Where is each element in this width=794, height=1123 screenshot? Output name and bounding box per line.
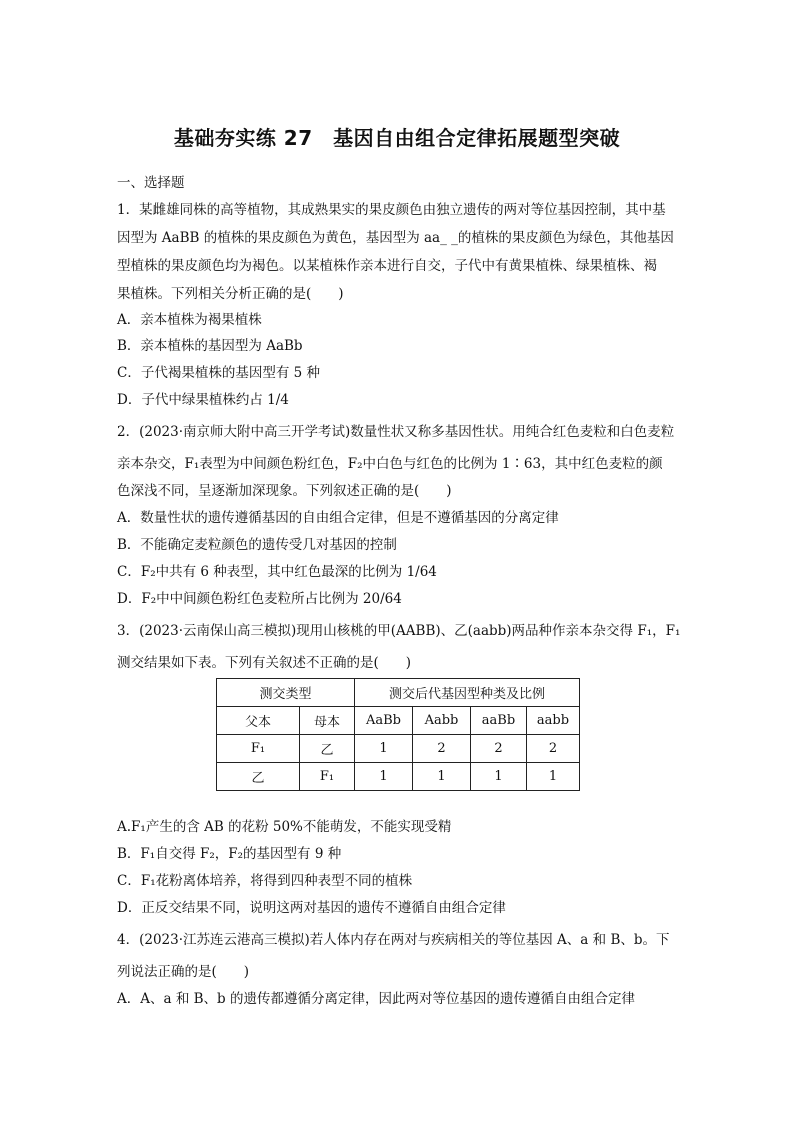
q2-stem-line: 色深浅不同，呈逐渐加深现象。下列叙述正确的是( ) xyxy=(117,483,452,499)
q1-stem-line: 因型为 AaBB 的植株的果皮颜色为黄色，基因型为 aa_ _的植株的果皮颜色为绿色，其他基因 xyxy=(117,230,674,246)
q3-option-d: D．正反交结果不同，说明这两对基因的遗传不遵循自由组合定律 xyxy=(117,900,506,916)
table-cell: 2 xyxy=(527,735,580,763)
q4-stem-line: 列说法正确的是( ) xyxy=(117,964,250,980)
table-cell: 2 xyxy=(471,735,527,763)
q2-option-b: B．不能确定麦粒颜色的遗传受几对基因的控制 xyxy=(117,537,397,553)
table-cell: 1 xyxy=(355,735,413,763)
table-cell: 2 xyxy=(413,735,471,763)
q3-option-c: C．F₁花粉离体培养，将得到四种表型不同的植株 xyxy=(117,873,413,889)
table-header-mother: 母本 xyxy=(300,707,355,735)
table-header-genotype: AaBb xyxy=(355,707,413,735)
table-row xyxy=(217,735,580,763)
q2-option-a: A．数量性状的遗传遵循基因的自由组合定律，但是不遵循基因的分离定律 xyxy=(117,510,559,526)
table-cell: 1 xyxy=(527,763,580,791)
table-cell: F₁ xyxy=(300,763,355,791)
table-cell: 1 xyxy=(471,763,527,791)
q1-option-a: A．亲本植株为褐果植株 xyxy=(117,312,262,328)
q1-stem-line: 型植株的果皮颜色均为褐色。以某植株作亲本进行自交，子代中有黄果植株、绿果植株、褐 xyxy=(117,258,657,274)
table-header-genotype: aaBb xyxy=(471,707,527,735)
table-header-cross-type: 测交类型 xyxy=(217,679,355,707)
q1-option-c: C．子代褐果植株的基因型有 5 种 xyxy=(117,365,321,381)
table-cell: 1 xyxy=(413,763,471,791)
q2-stem-line: 亲本杂交，F₁表型为中间颜色粉红色，F₂中白色与红色的比例为 1∶63，其中红色麦粒的颜 xyxy=(117,456,663,472)
page-title: 基础夯实练 27 基因自由组合定律拓展题型突破 xyxy=(173,126,621,150)
section-heading: 一、选择题 xyxy=(117,175,185,191)
q2-option-c: C．F₂中共有 6 种表型，其中红色最深的比例为 1/64 xyxy=(117,564,437,580)
table-header-father: 父本 xyxy=(217,707,300,735)
table-cell: 乙 xyxy=(300,735,355,763)
q3-stem-line: 3．(2023·云南保山高三模拟)现用山核桃的甲(AABB)、乙(aabb)两品种作亲本杂交得 F₁，F₁ xyxy=(117,623,681,639)
q1-stem-line: 果植株。下列相关分析正确的是( ) xyxy=(117,286,344,302)
q3-option-a: A.F₁产生的含 AB 的花粉 50%不能萌发，不能实现受精 xyxy=(117,819,452,835)
q2-stem-line: 2．(2023·南京师大附中高三开学考试)数量性状又称多基因性状。用纯合红色麦粒和白色麦粒 xyxy=(117,424,675,440)
table-cell: 乙 xyxy=(217,763,300,791)
table-header-offspring: 测交后代基因型种类及比例 xyxy=(355,679,580,707)
table-cell: 1 xyxy=(355,763,413,791)
testcross-table xyxy=(216,678,580,791)
q1-option-d: D．子代中绿果植株约占 1/4 xyxy=(117,392,289,408)
table-row xyxy=(217,763,580,791)
table-header-genotype: Aabb xyxy=(413,707,471,735)
table-cell: F₁ xyxy=(217,735,300,763)
q4-option-a: A．A、a 和 B、b 的遗传都遵循分离定律，因此两对等位基因的遗传遵循自由组合定律 xyxy=(117,991,635,1007)
q3-option-b: B．F₁自交得 F₂，F₂的基因型有 9 种 xyxy=(117,846,342,862)
q4-stem-line: 4．(2023·江苏连云港高三模拟)若人体内存在两对与疾病相关的等位基因 A、a 和 B、b。下 xyxy=(117,932,670,948)
q2-option-d: D．F₂中中间颜色粉红色麦粒所占比例为 20/64 xyxy=(117,591,402,607)
q3-stem-line: 测交结果如下表。下列有关叙述不正确的是( ) xyxy=(117,655,412,671)
table-header-genotype: aabb xyxy=(527,707,580,735)
q1-stem-line: 1．某雌雄同株的高等植物，其成熟果实的果皮颜色由独立遗传的两对等位基因控制，其中基 xyxy=(117,202,666,218)
q1-option-b: B．亲本植株的基因型为 AaBb xyxy=(117,338,303,354)
